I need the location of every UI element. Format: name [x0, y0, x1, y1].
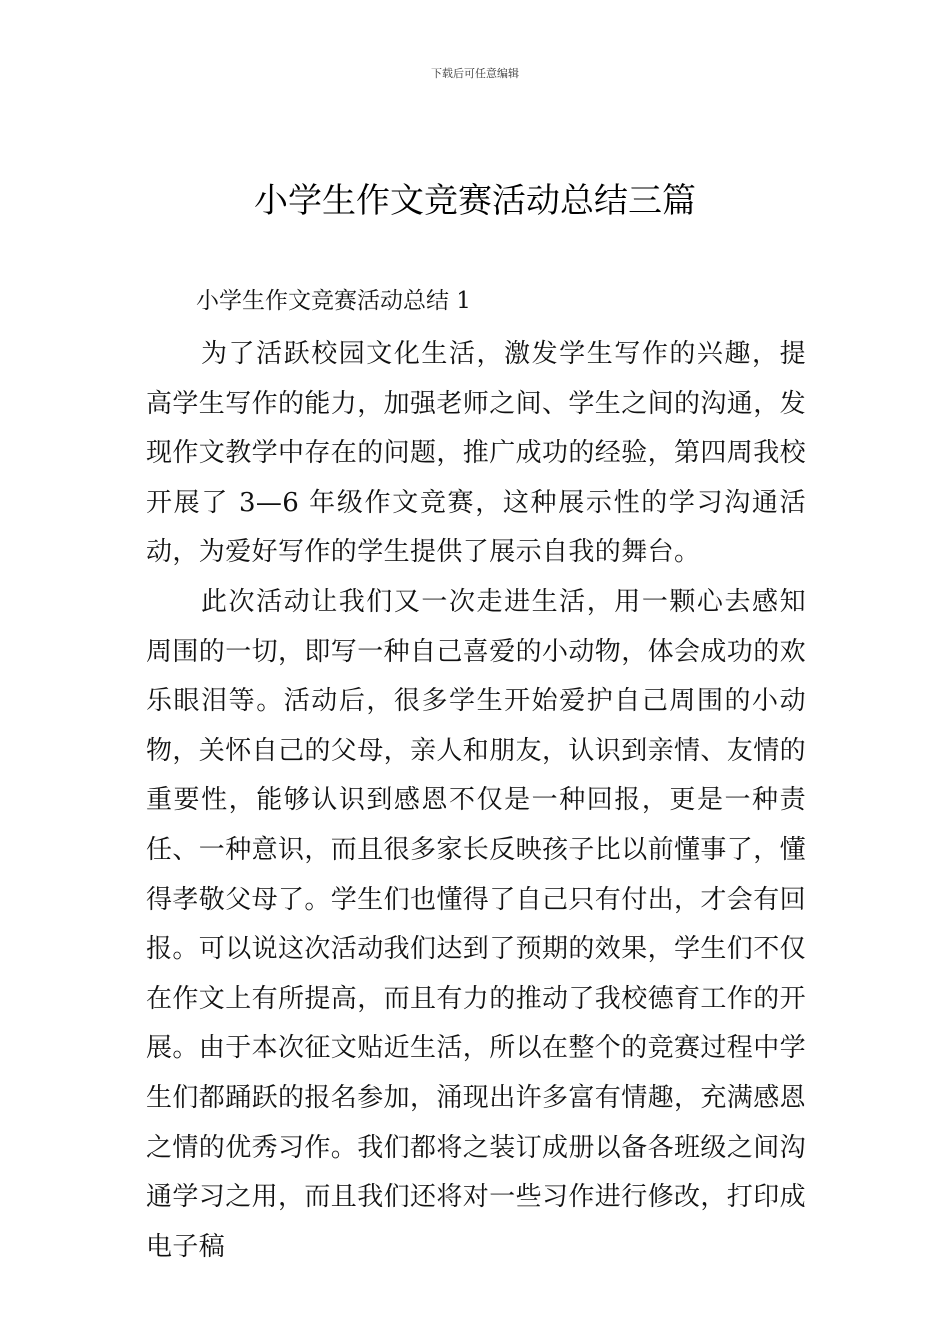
document-body — [146, 330, 806, 1272]
paragraph-1: 为了活跃校园文化生活，激发学生写作的兴趣，提高学生写作的能力，加强老师之间、学生之间的沟通，发现作文教学中存在的问题，推广成功的经验，第四周我校开展了 3—6 年级作文竞赛，这种展示性的学习沟通活动，为爱好写作的学生提供了展示自我的舞台。 — [146, 339, 807, 568]
download-note: 下载后可任意编辑 — [431, 67, 519, 80]
document-title: 小学生作文竞赛活动总结三篇 — [254, 181, 696, 221]
section-heading: 小学生作文竞赛活动总结 1 — [196, 288, 471, 314]
paragraph-2: 此次活动让我们又一次走进生活，用一颗心去感知周围的一切，即写一种自己喜爱的小动物，体会成功的欢乐眼泪等。活动后，很多学生开始爱护自己周围的小动物，关怀自己的父母，亲人和朋友，认识到亲情、友情的重要性，能够认识到感恩不仅是一种回报，更是一种责任、一种意识，而且很多家长反映孩子比以前懂事了，懂得孝敬父母了。学生们也懂得了自己只有付出，才会有回报。可以说这次活动我们达到了预期的效果，学生们不仅在作文上有所提高，而且有力的推动了我校德育工作的开展。由于本次征文贴近生活，所以在整个的竞赛过程中学生们都踊跃的报名参加，涌现出许多富有情趣，充满感恩之情的优秀习作。我们都将之装订成册以备各班级之间沟通学习之用，而且我们还将对一些习作进行修改，打印成电子稿 — [146, 586, 807, 1262]
